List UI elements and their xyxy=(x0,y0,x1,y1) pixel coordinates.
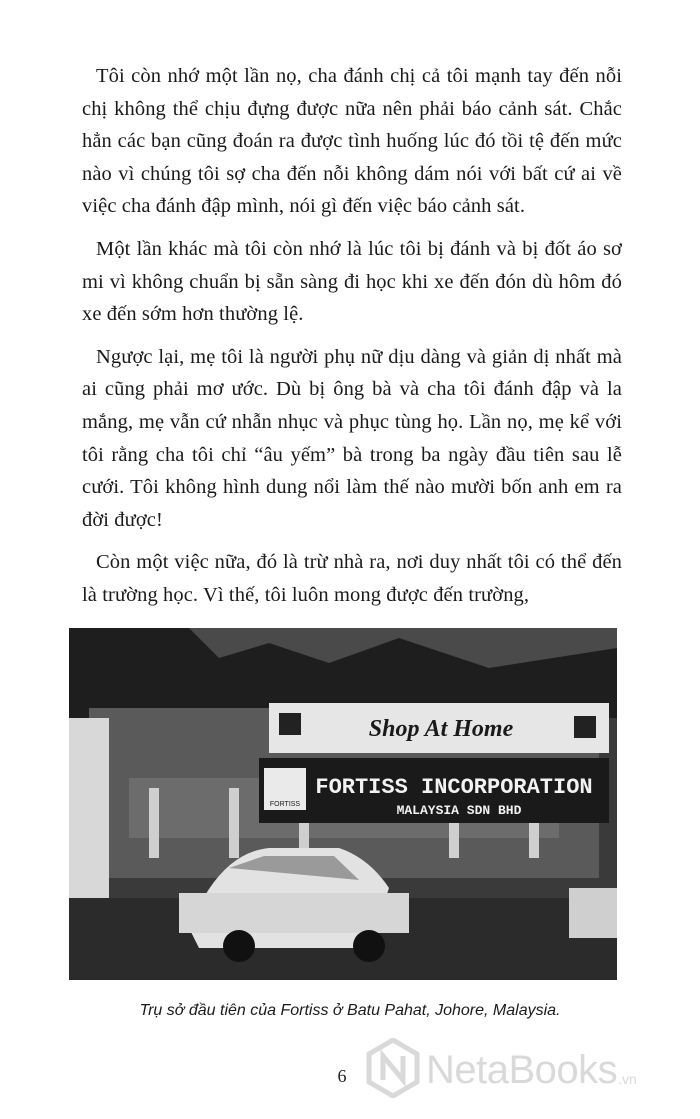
watermark-suffix: .vn xyxy=(618,1071,637,1087)
sign-line-1: FORTISS INCORPORATION xyxy=(315,775,593,800)
page-number: 6 xyxy=(337,1066,347,1086)
building-photo xyxy=(69,628,617,980)
paragraph-3: Ngược lại, mẹ tôi là người phụ nữ dịu dàng và giản dị nhất mà ai cũng phải mơ ước. Dù bị ông bà và cha tôi đánh đập và la mắng, mẹ vẫn cứ nhẫn nhục và phục tùng họ. Lần nọ, mẹ kể với tôi rằng cha tôi chỉ “âu yếm” bà trong ba ngày đầu tiên sau lễ cưới. Tôi không hình dung nổi làm thế nào mười bốn anh em ra đời được! xyxy=(82,345,622,531)
sign-line-2: MALAYSIA SDN BHD xyxy=(396,803,522,818)
watermark xyxy=(366,1040,696,1100)
paragraph-1: Tôi còn nhớ một lần nọ, cha đánh chị cả tôi mạnh tay đến nỗi chị không thể chịu đựng được nữa nên phải báo cảnh sát. Chắc hẳn các bạn cũng đoán ra được tình huống lúc đó tồi tệ đến mức nào vì chúng tôi sợ cha đến nỗi không dám nói với bất cứ ai về việc cha đánh đập mình, nói gì đến việc báo cảnh sát. xyxy=(82,65,622,218)
banner-text: Shop At Home xyxy=(368,716,514,742)
paragraph-2: Một lần khác mà tôi còn nhớ là lúc tôi bị đánh và bị đốt áo sơ mi vì không chuẩn bị sẵn sàng đi học khi xe đến đón dù hôm đó xe đến sớm hơn thường lệ. xyxy=(82,237,622,326)
watermark-text: NetaBooks xyxy=(426,1047,618,1092)
logo-text: FORTISS xyxy=(269,801,301,808)
netabooks-logo-icon xyxy=(366,1038,420,1103)
photo-caption: Trụ sở đầu tiên của Fortiss ở Batu Pahat, Johore, Malaysia. xyxy=(139,1002,561,1019)
paragraph-4: Còn một việc nữa, đó là trừ nhà ra, nơi duy nhất tôi có thể đến là trường học. Vì thế, tôi luôn mong được đến trường, xyxy=(82,551,622,606)
body-text xyxy=(82,60,622,622)
